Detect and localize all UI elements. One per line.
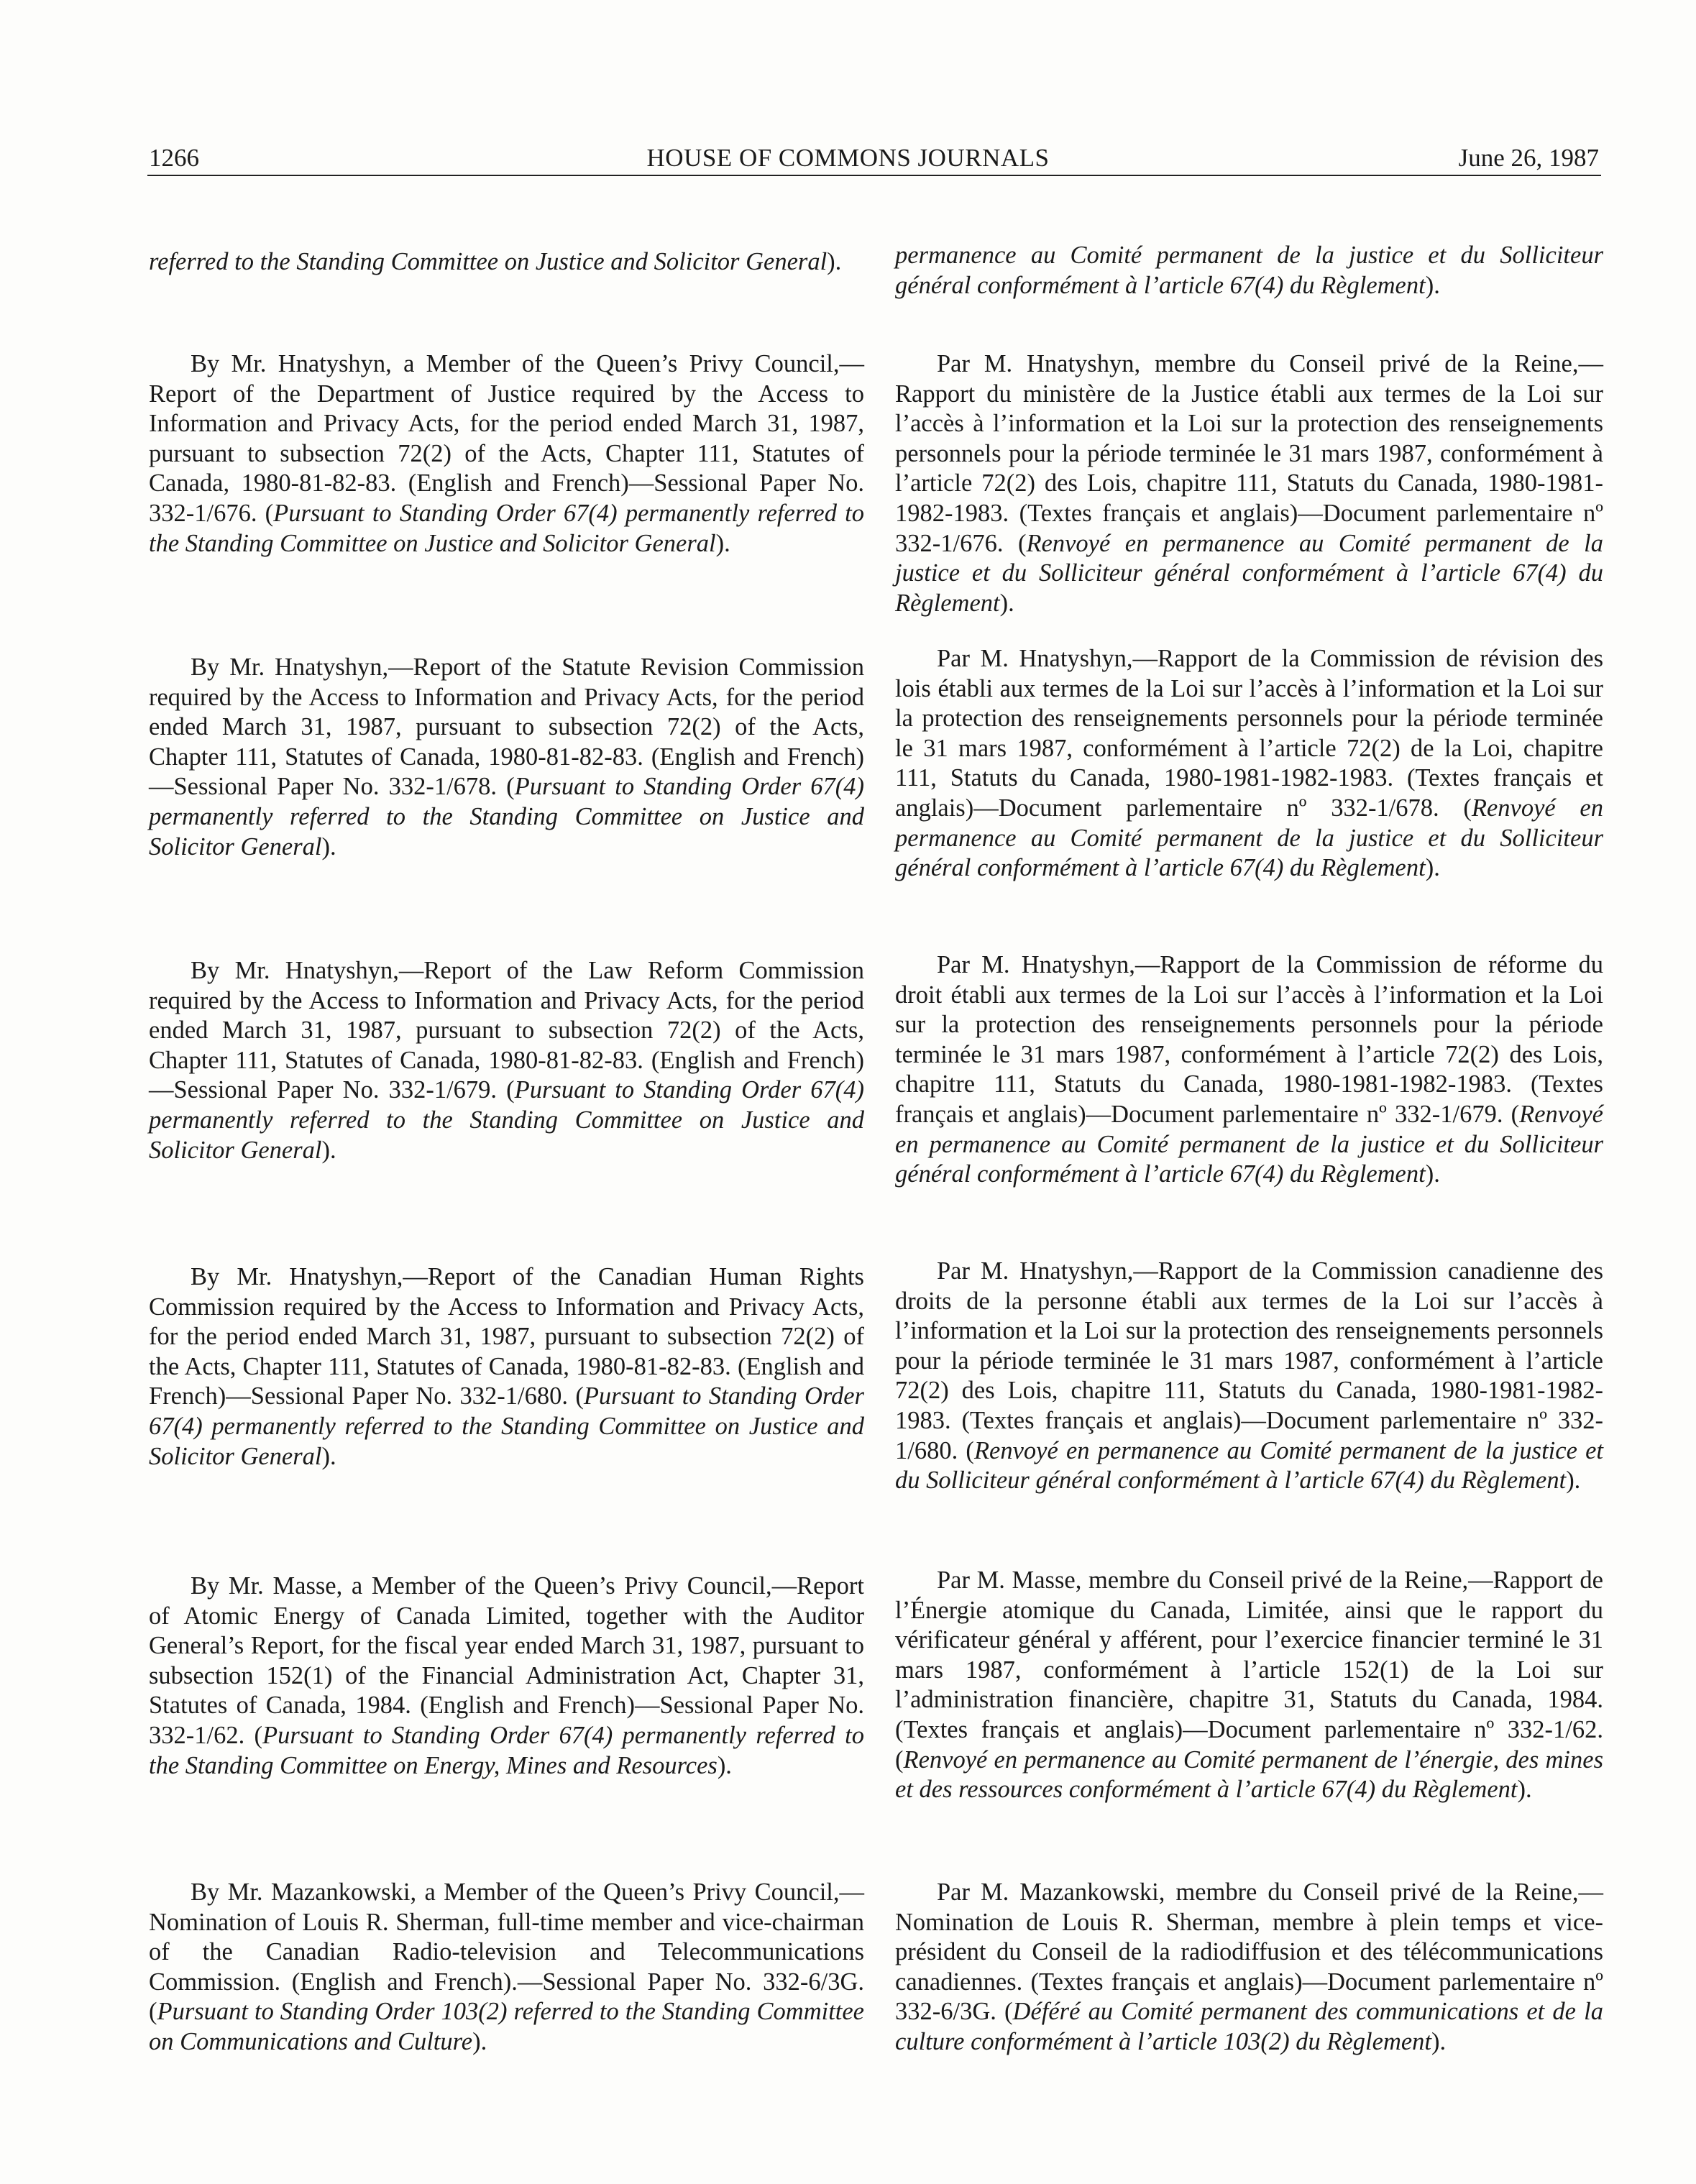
paragraph-body: Par M. Hnatyshyn,—Rapport de la Commission de révision des lois établi aux termes de la Loi sur l’accès à l’information et la Loi sur la protection des renseignements personnels pour la période terminée le 31 mars 1987, conformément à l’article 72(2) de la Loi, chapitre 111, Statuts du Canada, 1980-1981-1982-1983. (Textes français et anglais)—Document parlementaire nº 332-1/678. (: [895, 645, 1603, 822]
paragraph-closing: ).: [1431, 2027, 1447, 2055]
left-column-paragraph: [149, 247, 864, 277]
journal-title: HOUSE OF COMMONS JOURNALS: [646, 144, 1050, 172]
paragraph-closing: ).: [1517, 1776, 1532, 1804]
paragraph-closing: ).: [1425, 1160, 1440, 1188]
paragraph-referral: Renvoyé en permanence au Comité permanent de la justice et du Solliciteur général conformément à l’article 67(4) du Règlement: [895, 1436, 1604, 1495]
paragraph-closing: ).: [717, 1751, 732, 1779]
right-column-paragraph: [895, 950, 1603, 1190]
left-column-paragraph: [149, 349, 864, 559]
paragraph-closing: ).: [321, 1442, 336, 1470]
paragraph-referral: Pursuant to Standing Order 67(4) permanently referred to the Standing Committee on Justice and Solicitor General: [149, 499, 864, 557]
paragraph-closing: ).: [827, 248, 842, 275]
paragraph-closing: ).: [472, 2027, 487, 2055]
paragraph-body: Par M. Mazankowski, membre du Conseil privé de la Reine,—Nomination de Louis R. Sherman, membre à plein temps et vice-président du Conseil de la radiodiffusion et des télécommunications canadiennes. (Textes français et anglais)—Document parlementaire nº 332-6/3G. (: [895, 1878, 1603, 2026]
paragraph-body: By Mr. Masse, a Member of the Queen’s Privy Council,—Report of Atomic Energy of Canada Limited, together with the Auditor General’s Report, for the fiscal year ended March 31, 1987, pursuant to subsection 152(1) of the Financial Administration Act, Chapter 31, Statutes of Canada, 1984. (English and French)—Sessional Paper No. 332-1/62. (: [149, 1572, 864, 1749]
paragraph-referral: Renvoyé en permanence au Comité permanent de la justice et du Solliciteur général conformément à l’article 67(4) du Règlement: [895, 1100, 1603, 1188]
paragraph-closing: ).: [715, 529, 730, 557]
right-column-paragraph: [895, 1878, 1603, 2057]
paragraph-body: By Mr. Hnatyshyn,—Report of the Law Reform Commission required by the Access to Information and Privacy Acts, for the period ended March 31, 1987, pursuant to subsection 72(2) of the Acts, Chapter 111, Statutes of Canada, 1980-81-82-83. (English and French)—Sessional Paper No. 332-1/679. (: [149, 957, 864, 1104]
paragraph-body: Par M. Hnatyshyn,—Rapport de la Commission de réforme du droit établi aux termes de la Loi sur l’accès à l’information et la Loi sur la protection des renseignements personnels pour la période terminée le 31 mars 1987, conformément à l’article 72(2) des Lois, chapitre 111, Statuts du Canada, 1980-1981-1982-1983. (Textes français et anglais)—Document parlementaire nº 332-1/679. (: [895, 951, 1603, 1128]
right-column-paragraph: [895, 241, 1603, 300]
right-column-paragraph: [895, 349, 1603, 618]
paragraph-closing: ).: [999, 589, 1014, 617]
paragraph-referral: Renvoyé en permanence au Comité permanent de la justice et du Solliciteur général conformément à l’article 67(4) du Règlement: [895, 529, 1603, 617]
paragraph-body: Par M. Hnatyshyn, membre du Conseil privé de la Reine,—Rapport du ministère de la Justice établi aux termes de la Loi sur l’accès à l’information et la Loi sur la protection des renseignements personnels pour la période terminée le 31 mars 1987, conformément à l’article 72(2) des Lois, chapitre 111, Statuts du Canada, 1980-1981-1982-1983. (Textes français et anglais)—Document parlementaire nº 332-1/676. (: [895, 350, 1603, 557]
paragraph-referral: Pursuant to Standing Order 67(4) permanently referred to the Standing Committee on Justice and Solicitor General: [149, 773, 864, 861]
paragraph-referral: Renvoyé en permanence au Comité permanent de l’énergie, des mines et des ressources conformément à l’article 67(4) du Règlement: [895, 1745, 1603, 1804]
paragraph-referral: Déféré au Comité permanent des communications et de la culture conformément à l’article 103(2) du Règlement: [895, 1998, 1604, 2055]
right-column-paragraph: [895, 1566, 1603, 1805]
paragraph-body: Par M. Hnatyshyn,—Rapport de la Commission canadienne des droits de la personne établi aux termes de la Loi sur l’accès à l’information et la Loi sur la protection des renseignements personnels pour la période terminée le 31 mars 1987, conformément à l’article 72(2) des Lois, chapitre 111, Statuts du Canada, 1980-1981-1982-1983. (Textes français et anglais)—Document parlementaire nº 332-1/680. (: [895, 1257, 1603, 1464]
page-number: 1266: [149, 144, 199, 172]
paragraph-body: By Mr. Mazankowski, a Member of the Queen’s Privy Council,—Nomination of Louis R. Sherman, full-time member and vice-chairman of the Canadian Radio-television and Telecommunications Commission. (English and French).—Sessional Paper No. 332-6/3G. (: [149, 1878, 864, 2026]
header-rule: [147, 175, 1601, 176]
paragraph-closing: ).: [321, 1136, 336, 1164]
paragraph-body: By Mr. Hnatyshyn,—Report of the Statute Revision Commission required by the Access to Information and Privacy Acts, for the period ended March 31, 1987, pursuant to subsection 72(2) of the Acts, Chapter 111, Statutes of Canada, 1980-81-82-83. (English and French)—Sessional Paper No. 332-1/678. (: [149, 653, 864, 801]
paragraph-closing: ).: [1425, 271, 1440, 299]
left-column-paragraph: [149, 1262, 864, 1472]
paragraph-referral: Pursuant to Standing Order 67(4) permanently referred to the Standing Committee on Energy, Mines and Resources: [149, 1721, 864, 1779]
right-column-paragraph: [895, 644, 1603, 884]
left-column-paragraph: [149, 1878, 864, 2057]
right-column-paragraph: [895, 1257, 1603, 1496]
paragraph-referral: permanence au Comité permanent de la justice et du Solliciteur général conformément à l’article 67(4) du Règlement: [895, 242, 1603, 299]
paragraph-closing: ).: [1566, 1467, 1581, 1495]
paragraph-referral: Pursuant to Standing Order 67(4) permanently referred to the Standing Committee on Justice and Solicitor General: [149, 1076, 864, 1164]
paragraph-referral: Pursuant to Standing Order 103(2) referred to the Standing Committee on Communications and Culture: [149, 1998, 864, 2055]
paragraph-closing: ).: [1425, 854, 1440, 882]
paragraph-body: By Mr. Hnatyshyn,—Report of the Canadian Human Rights Commission required by the Access to Information and Privacy Acts, for the period ended March 31, 1987, pursuant to subsection 72(2) of the Acts, Chapter 111, Statutes of Canada, 1980-81-82-83. (English and French)—Sessional Paper No. 332-1/680. (: [149, 1263, 864, 1410]
paragraph-referral: Pursuant to Standing Order 67(4) permanently referred to the Standing Committee on Justice and Solicitor General: [149, 1382, 864, 1470]
journal-date: June 26, 1987: [1458, 144, 1599, 172]
paragraph-referral: referred to the Standing Committee on Justice and Solicitor General: [149, 248, 828, 275]
paragraph-referral: Renvoyé en permanence au Comité permanent de la justice et du Solliciteur général conformément à l’article 67(4) du Règlement: [895, 794, 1603, 882]
left-column-paragraph: [149, 956, 864, 1165]
left-column-paragraph: [149, 653, 864, 862]
paragraph-closing: ).: [321, 832, 336, 861]
paragraph-body: By Mr. Hnatyshyn, a Member of the Queen’s Privy Council,—Report of the Department of Justice required by the Access to Information and Privacy Acts, for the period ended March 31, 1987, pursuant to subsection 72(2) of the Acts, Chapter 111, Statutes of Canada, 1980-81-82-83. (English and French)—Sessional Paper No. 332-1/676. (: [149, 350, 864, 527]
left-column-paragraph: [149, 1572, 864, 1781]
paragraph-body: Par M. Masse, membre du Conseil privé de la Reine,—Rapport de l’Énergie atomique du Canada, Limitée, ainsi que le rapport du vérificateur général y afférent, pour l’exercice financier terminé le 31 mars 1987, conformément à l’article 152(1) de la Loi sur l’administration financière, chapitre 31, Statuts du Canada, 1984. (Textes français et anglais)—Document parlementaire nº 332-1/62. (: [895, 1566, 1603, 1774]
